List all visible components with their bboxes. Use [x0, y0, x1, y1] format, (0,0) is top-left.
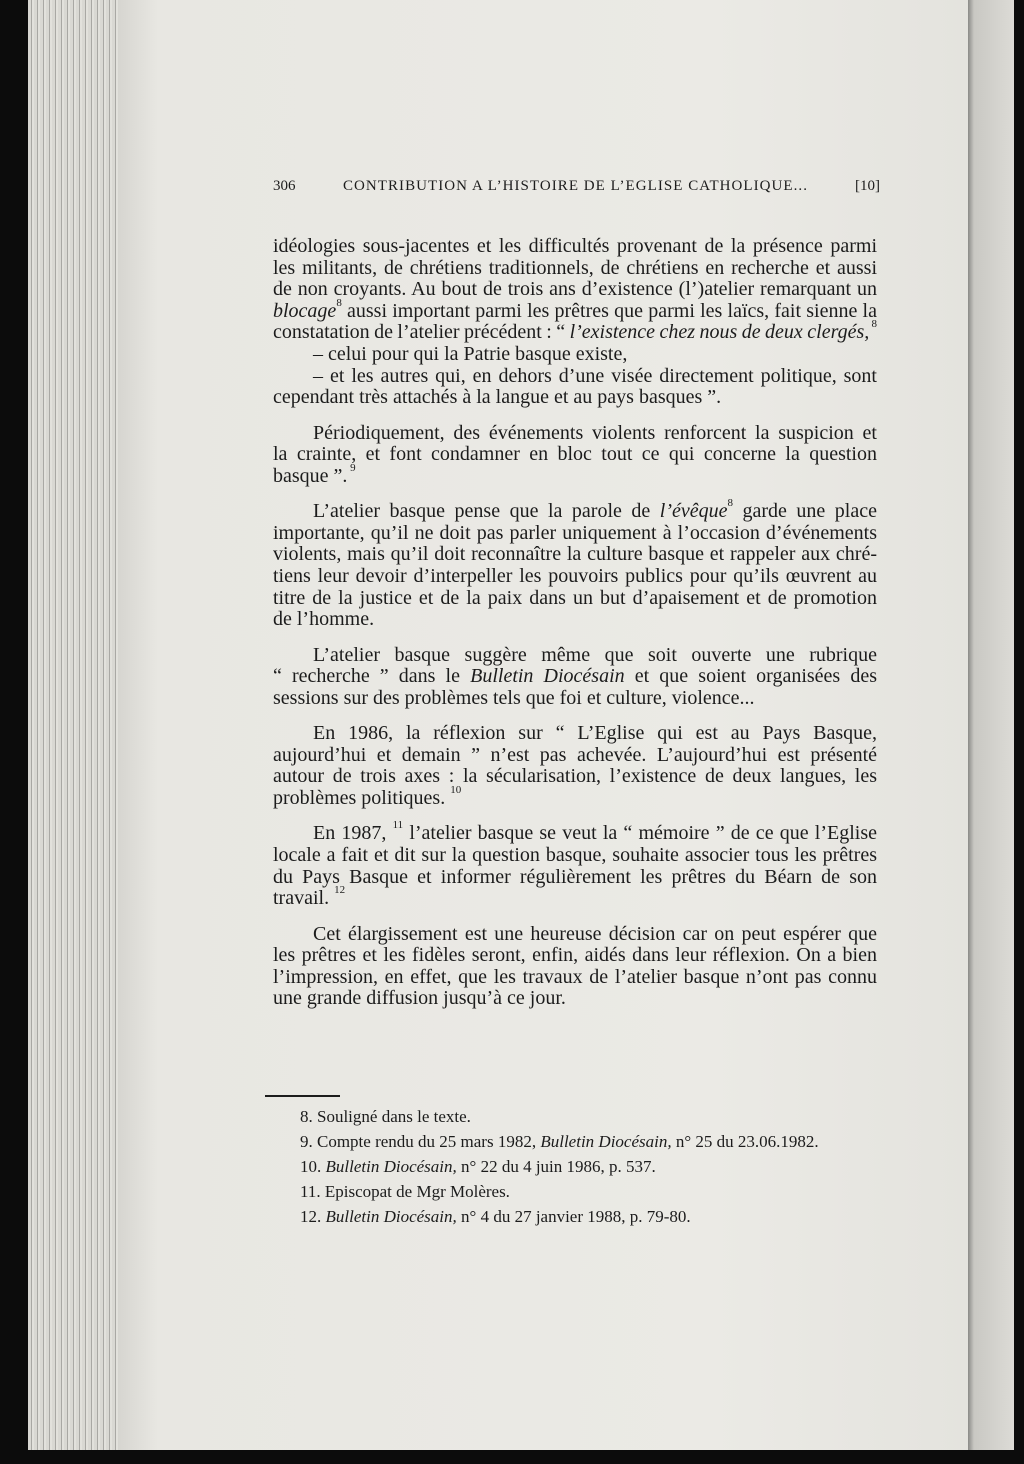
- text-segment: tiens leur devoir d’interpeller les pouvoirs publics pour qu’ils œuvrent au: [273, 565, 877, 587]
- footnote-rule: [265, 1095, 340, 1097]
- text-segment: importante, qu’il ne doit pas parler uniquement à l’occasion d’événements: [273, 521, 877, 544]
- text-line: [313, 924, 877, 945]
- text-line: [273, 444, 877, 465]
- text-line: [313, 723, 877, 744]
- text-line: [273, 588, 877, 609]
- text-segment: l’évêque: [659, 500, 728, 523]
- text-line: [273, 609, 877, 630]
- text-segment: n° 22 du 4 juin 1986, p. 537.: [456, 1157, 656, 1176]
- footnote: [300, 1132, 819, 1152]
- running-title: CONTRIBUTION A L’HISTOIRE DE L’EGLISE CATHOLIQUE...: [343, 178, 808, 194]
- text-segment: problèmes politiques.: [273, 787, 451, 809]
- footnote: [300, 1157, 656, 1177]
- text-segment: “ recherche ” dans le: [273, 665, 471, 688]
- page-edges-stack: [28, 0, 123, 1450]
- text-line: [273, 318, 877, 344]
- text-segment: autour de trois axes : la sécularisation, l’existence de deux langues, les: [273, 765, 877, 788]
- text-line: [273, 867, 877, 888]
- text-line: [313, 366, 877, 387]
- text-segment: blocage: [273, 299, 337, 322]
- text-segment: violents, mais qu’il doit reconnaître la culture basque et rappeler aux chré-: [273, 543, 877, 566]
- footnote-ref: 12: [334, 884, 346, 897]
- text-line: [273, 784, 877, 809]
- text-line: [273, 461, 877, 487]
- text-segment: 9. Compte rendu du 25 mars 1982,: [300, 1132, 541, 1151]
- footnote-ref: 8: [336, 296, 342, 309]
- text-line: [313, 819, 877, 845]
- text-line: [273, 967, 877, 988]
- text-line: [273, 745, 877, 766]
- text-segment: Bulletin Diocésain,: [540, 1132, 672, 1151]
- text-segment: cependant très attachés à la langue et au pays basques ”.: [273, 386, 722, 409]
- text-segment: aussi important parmi les prêtres que parmi les laïcs, fait sienne la: [341, 299, 877, 322]
- text-line: [273, 236, 877, 257]
- text-segment: et que soient organisées des: [624, 665, 877, 688]
- text-segment: locale a fait et dit sur la question basque, souhaite associer tous les prêtres: [273, 844, 877, 866]
- text-segment: Cet élargissement est une heureuse décision car on peut espérer que: [313, 922, 877, 945]
- footnote-ref: 8: [727, 497, 733, 510]
- text-segment: garde une place: [733, 500, 877, 523]
- text-segment: du Pays Basque et informer régulièrement les prêtres du Béarn de son: [273, 865, 877, 888]
- text-segment: aujourd’hui et demain ” n’est pas achevée. L’aujourd’hui est présenté: [273, 743, 877, 766]
- text-line: [273, 688, 877, 709]
- text-line: [273, 566, 877, 587]
- text-segment: titre de la justice et de la paix dans un but d’apaisement et de promotion: [273, 586, 877, 609]
- text-segment: 8. Souligné dans le texte.: [300, 1107, 471, 1126]
- text-segment: Bulletin Diocésain,: [325, 1207, 457, 1226]
- text-line: [273, 387, 877, 408]
- text-line: [273, 258, 877, 279]
- text-segment: Bulletin Diocésain,: [325, 1157, 457, 1176]
- text-segment: L’atelier basque pense que la parole de: [313, 500, 660, 523]
- text-segment: n° 4 du 27 janvier 1988, p. 79-80.: [456, 1207, 691, 1226]
- text-segment: En 1987,: [313, 822, 393, 845]
- text-segment: idéologies sous-jacentes et les difficultés provenant de la présence parmi: [273, 235, 877, 257]
- text-segment: L’atelier basque suggère même que soit ouverte une rubrique: [313, 643, 877, 666]
- text-line: [273, 544, 877, 565]
- footnote-ref: 9: [347, 461, 356, 474]
- text-segment: n° 25 du 23.06.1982.: [671, 1132, 819, 1151]
- footnote-ref: 10: [450, 784, 462, 796]
- text-segment: 12.: [300, 1207, 326, 1226]
- text-segment: – celui pour qui la Patrie basque existe,: [313, 343, 628, 365]
- page-number: 306: [273, 178, 296, 194]
- text-segment: En 1986, la réflexion sur “ L’Eglise qui est au Pays Basque,: [313, 722, 877, 745]
- text-line: [273, 945, 877, 966]
- footnote-ref: 11: [392, 819, 404, 832]
- text-line: [273, 279, 877, 300]
- text-segment: 10.: [300, 1157, 326, 1176]
- text-segment: sessions sur des problèmes tels que foi et culture, violence...: [273, 686, 755, 709]
- text-line: [313, 645, 877, 666]
- text-segment: la crainte, et font condamner en bloc tout ce qui concerne la question: [273, 443, 877, 466]
- text-segment: une grande diffusion jusqu’à ce jour.: [273, 987, 566, 1010]
- footnote: [300, 1107, 471, 1127]
- text-line: [273, 523, 877, 544]
- text-segment: Bulletin Diocésain: [470, 665, 625, 688]
- text-segment: 11. Episcopat de Mgr Molères.: [300, 1182, 510, 1201]
- text-segment: constatation de l’atelier précédent : “: [273, 321, 570, 344]
- footnote: [300, 1182, 510, 1202]
- text-line: [273, 884, 877, 910]
- facing-page-edge: [968, 0, 1014, 1450]
- text-line: [273, 766, 877, 787]
- text-line: [273, 845, 877, 866]
- text-segment: travail.: [273, 887, 335, 910]
- text-segment: l’impression, en effet, que les travaux de l’atelier basque n’ont pas connu: [273, 965, 877, 988]
- text-line: [273, 666, 877, 687]
- text-line: [273, 296, 877, 322]
- text-segment: les prêtres et les fidèles seront, enfin, aidés dans leur réflexion. On a bien: [273, 944, 877, 967]
- text-segment: Périodiquement, des événements violents renforcent la suspicion et: [313, 421, 877, 444]
- section-number: [10]: [855, 178, 880, 194]
- text-segment: basque ”.: [273, 464, 348, 487]
- text-segment: l’atelier basque se veut la “ mémoire ” de ce que l’Eglise: [403, 822, 877, 845]
- text-segment: de non croyants. Au bout de trois ans d’existence (l’)atelier remarquant un: [273, 278, 877, 301]
- text-segment: – et les autres qui, en dehors d’une visée directement politique, sont: [313, 364, 877, 387]
- text-segment: de l’homme.: [273, 608, 375, 631]
- text-segment: l’existence chez nous de deux clergés,: [569, 321, 870, 344]
- text-line: [313, 344, 877, 365]
- footnote: [300, 1207, 691, 1227]
- footnote-ref: 8: [869, 318, 877, 331]
- text-line: [313, 497, 877, 523]
- text-segment: les militants, de chrétiens traditionnels, de chrétiens en recherche et aussi: [273, 256, 877, 279]
- text-line: [273, 988, 877, 1009]
- text-line: [313, 423, 877, 444]
